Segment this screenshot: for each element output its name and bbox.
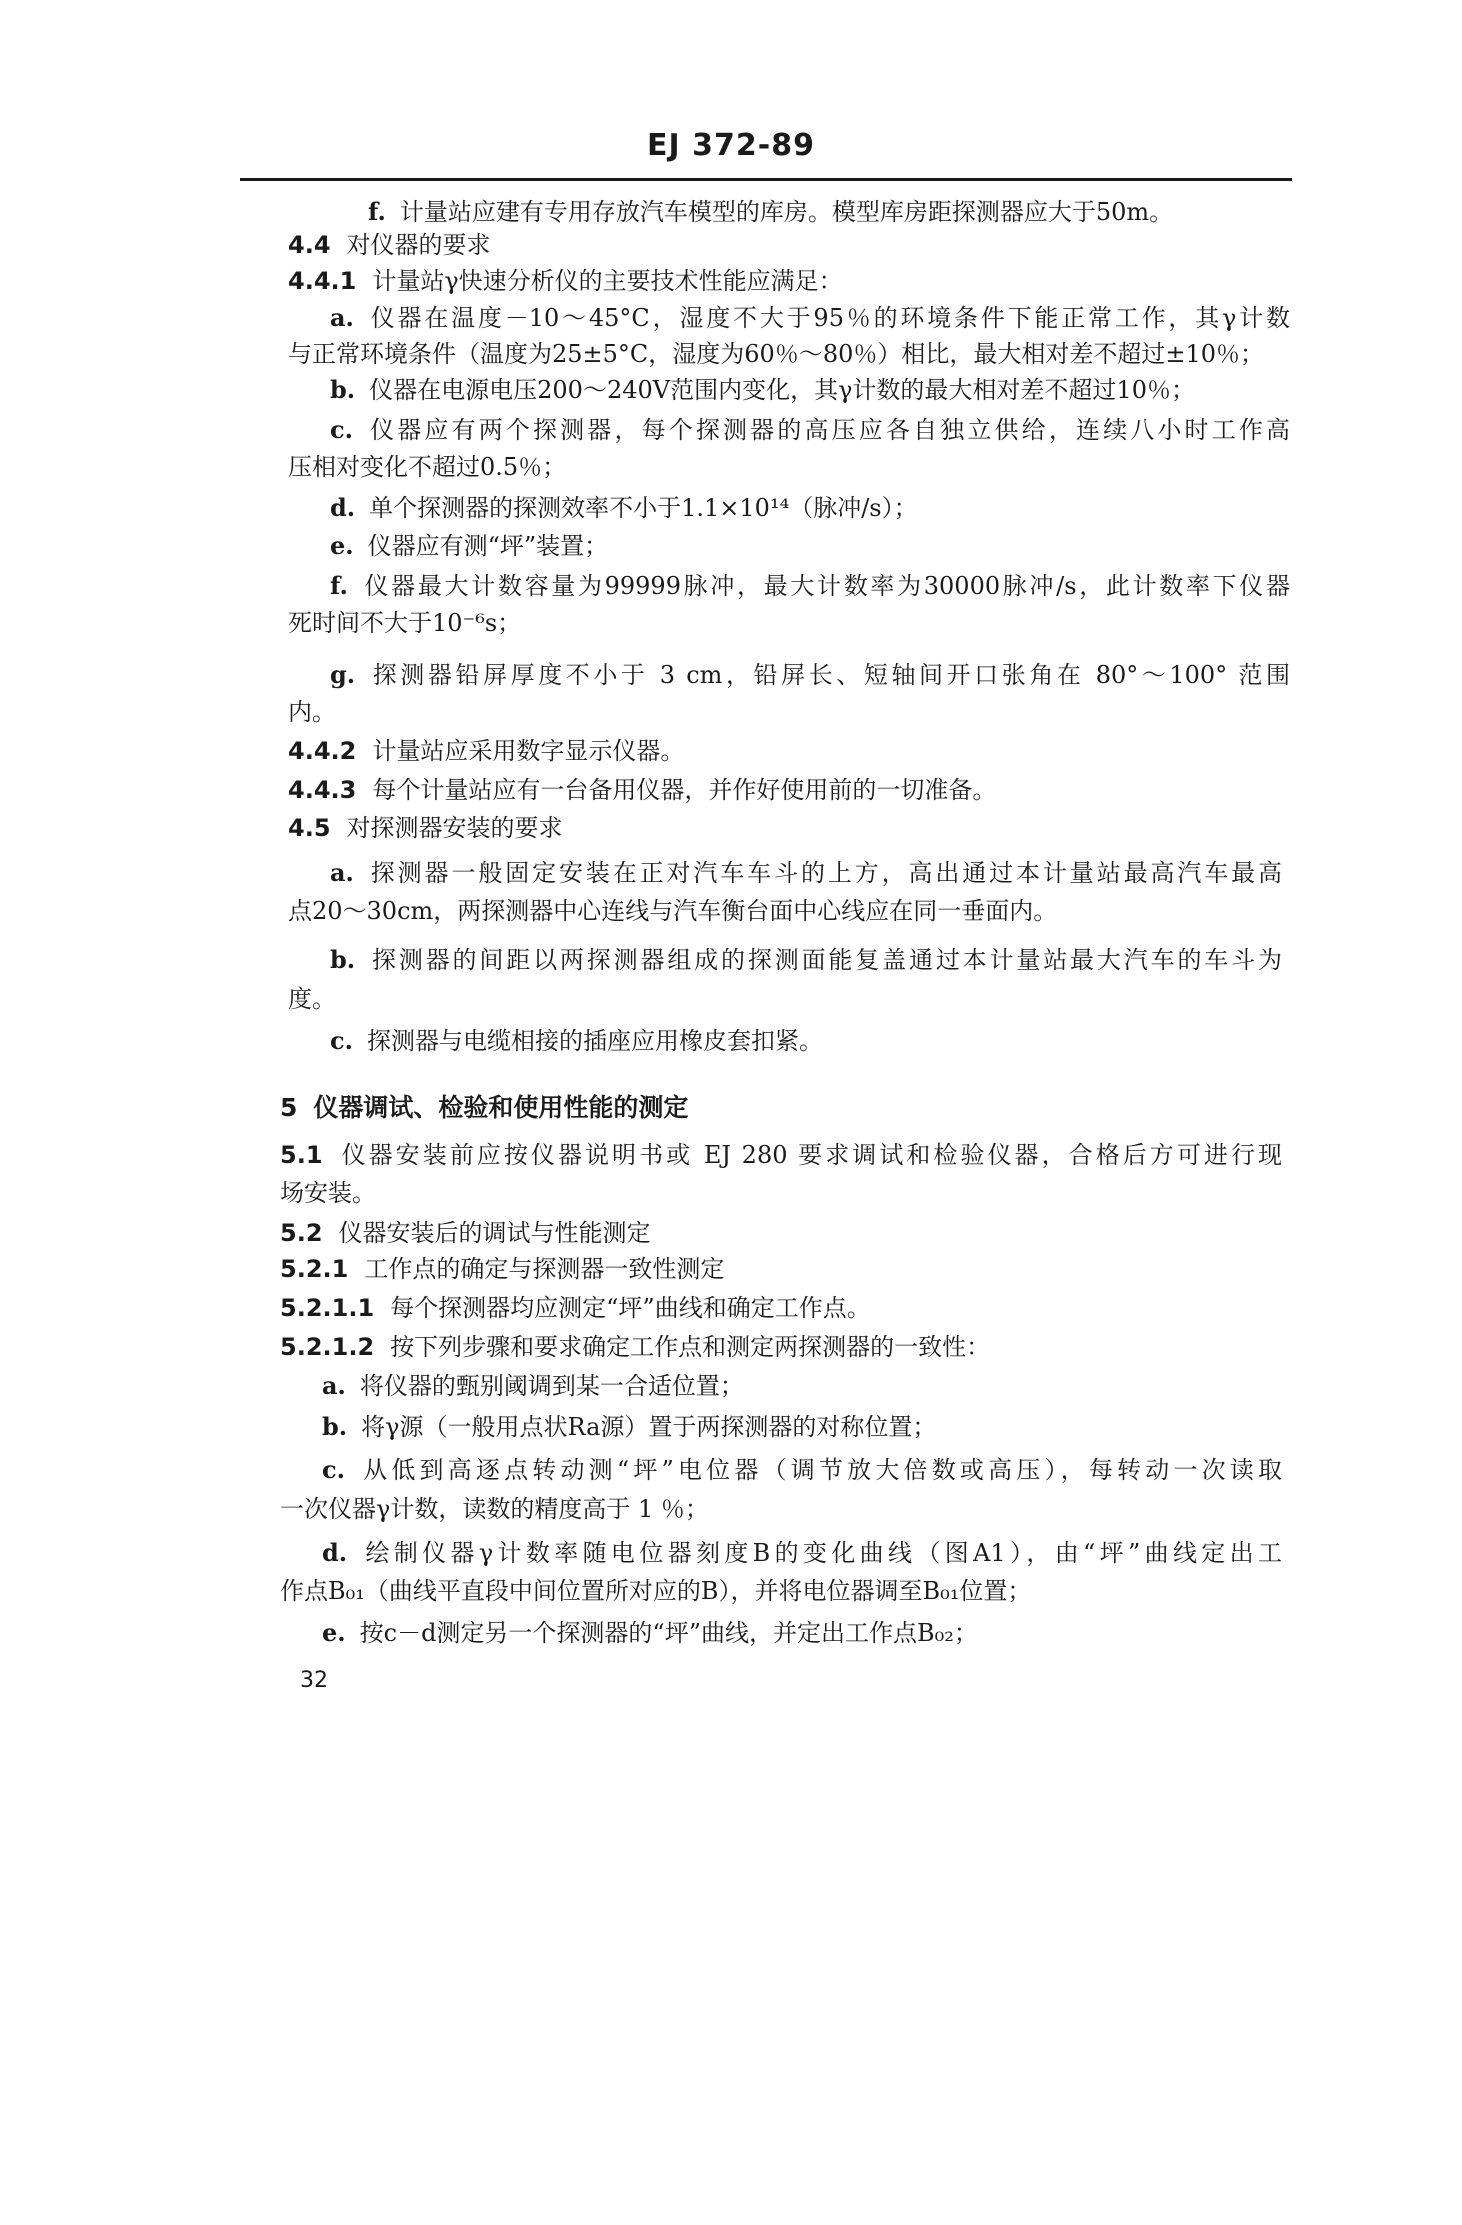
text-line-c5	[280, 1494, 709, 1524]
section-number: 5.2.1.2	[280, 1333, 375, 1361]
text-line-s5-2-1-1	[280, 1293, 871, 1323]
text-line-b4	[322, 1412, 936, 1442]
line-text: 仪器应有测“坪”装置；	[367, 532, 609, 560]
section-number: 5.1	[280, 1141, 323, 1169]
line-text: 探测器与电缆相接的插座应用橡皮套扣紧。	[366, 1027, 823, 1055]
text-line-g1	[330, 660, 1290, 690]
text-line-a1	[330, 303, 1290, 333]
line-text: 度。	[288, 985, 336, 1013]
line-text: 计量站γ快速分析仪的主要技术性能应满足：	[372, 267, 843, 295]
item-label: e.	[322, 1618, 346, 1647]
text-line-b1	[330, 375, 1195, 405]
item-label: a.	[330, 303, 354, 332]
line-text: 每个计量站应有一台备用仪器，并作好使用前的一切准备。	[372, 776, 997, 804]
line-text: 压相对变化不超过0.5％；	[288, 453, 567, 481]
line-text: 探测器的间距以两探测器组成的探测面能复盖通过本计量站最大汽车的车斗为	[369, 946, 1282, 974]
text-line-a4	[288, 896, 1057, 926]
line-text: 探测器一般固定安装在正对汽车车斗的上方，高出通过本计量站最高汽车最高	[367, 859, 1282, 887]
text-line-s5-1a	[280, 1140, 1282, 1170]
line-text: 按c－d测定另一个探测器的“坪”曲线，并定出工作点B₀₂；	[359, 1619, 978, 1647]
item-label: e.	[330, 531, 354, 560]
line-text: 绘制仪器γ计数率随电位器刻度B的变化曲线（图A1），由“坪”曲线定出工	[361, 1539, 1282, 1567]
text-line-e1	[330, 531, 608, 561]
line-text: 将仪器的甄别阈调到某一合适位置；	[359, 1372, 744, 1400]
item-label: b.	[330, 375, 356, 404]
section-number: 5	[280, 1093, 298, 1122]
line-text: 按下列步骤和要求确定工作点和测定两探测器的一致性：	[390, 1333, 991, 1361]
line-text: 单个探测器的探测效率不小于1.1×10¹⁴（脉冲/s）；	[369, 494, 918, 522]
text-line-s5-2-1	[280, 1254, 724, 1284]
line-text: 死时间不大于10⁻⁶s；	[288, 609, 522, 637]
text-line-c1	[330, 415, 1290, 445]
section-number: 5.2	[280, 1219, 323, 1247]
section-number: 4.4.2	[288, 737, 357, 765]
item-label: f.	[368, 197, 386, 226]
header-rule	[240, 178, 1292, 181]
line-text: 仪器安装前应按仪器说明书或 EJ 280 要求调试和检验仪器，合格后方可进行现	[338, 1141, 1282, 1169]
line-text: 一次仪器γ计数，读数的精度高于 1 ％；	[280, 1495, 709, 1523]
line-text: 与正常环境条件（温度为25±5°C，湿度为60％～80％）相比，最大相对差不超过±10％；	[288, 340, 1265, 368]
text-line-c4	[322, 1455, 1282, 1485]
text-line-d2	[322, 1538, 1282, 1568]
item-label: a.	[322, 1371, 346, 1400]
section-number: 5.2.1	[280, 1255, 349, 1283]
text-line-f-garage	[368, 197, 1173, 227]
text-line-b2	[330, 945, 1282, 975]
text-line-g2	[288, 697, 336, 727]
line-text: 作点B₀₁（曲线平直段中间位置所对应的B），并将电位器调至B₀₁位置；	[280, 1577, 1032, 1605]
text-line-a3	[330, 858, 1282, 888]
section-number: 4.4.3	[288, 776, 357, 804]
text-line-d3	[280, 1576, 1031, 1606]
item-label: g.	[330, 660, 356, 689]
text-line-c2	[288, 452, 566, 482]
line-text: 工作点的确定与探测器一致性测定	[364, 1255, 725, 1283]
text-line-d1	[330, 493, 918, 523]
text-line-s4-5	[288, 813, 563, 843]
section-number: 5.2.1.1	[280, 1294, 375, 1322]
item-label: c.	[330, 1026, 353, 1055]
item-label: b.	[330, 945, 356, 974]
line-text: 点20～30cm，两探测器中心连线与汽车衡台面中心线应在同一垂面内。	[288, 897, 1058, 925]
line-text: 场安装。	[280, 1179, 376, 1207]
item-label: c.	[322, 1455, 345, 1484]
line-text: 将γ源（一般用点状Ra源）置于两探测器的对称位置；	[361, 1413, 937, 1441]
text-line-a2	[288, 339, 1264, 369]
item-label: c.	[330, 415, 353, 444]
text-line-s5-1b	[280, 1178, 376, 1208]
item-label: b.	[322, 1412, 348, 1441]
text-line-s5-2-1-2	[280, 1332, 990, 1362]
line-text: 计量站应采用数字显示仪器。	[372, 737, 685, 765]
line-text: 探测器铅屏厚度不小于 3 cm，铅屏长、短轴间开口张角在 80°～100° 范围	[369, 661, 1290, 689]
text-line-s4-4-1	[288, 266, 843, 296]
line-text: 仪器安装后的调试与性能测定	[338, 1219, 651, 1247]
line-text: 每个探测器均应测定“坪”曲线和确定工作点。	[390, 1294, 871, 1322]
section-number: 4.4.1	[288, 267, 357, 295]
line-text: 仪器在电源电压200～240V范围内变化，其γ计数的最大相对差不超过10％；	[369, 376, 1195, 404]
text-line-c3	[330, 1026, 823, 1056]
standard-code-header: EJ 372-89	[647, 128, 815, 163]
text-line-e2	[322, 1618, 978, 1648]
section-number: 4.5	[288, 814, 331, 842]
item-label: f.	[330, 571, 348, 600]
text-line-f1	[330, 571, 1290, 601]
text-line-s5-2	[280, 1218, 651, 1248]
text-line-f2	[288, 608, 521, 638]
line-text: 仪器最大计数容量为99999脉冲，最大计数率为30000脉冲/s，此计数率下仪器	[361, 572, 1290, 600]
page-number: 32	[300, 1668, 328, 1693]
line-text: 对探测器安装的要求	[346, 814, 563, 842]
line-text: 计量站应建有专用存放汽车模型的库房。模型库房距探测器应大于50m。	[399, 198, 1174, 226]
line-text: 对仪器的要求	[346, 231, 491, 259]
line-text: 仪器调试、检验和使用性能的测定	[313, 1093, 689, 1122]
line-text: 仪器应有两个探测器，每个探测器的高压应各自独立供给，连续八小时工作高	[366, 416, 1290, 444]
text-line-b3	[288, 984, 336, 1014]
text-line-s4-4-3	[288, 775, 996, 805]
text-line-s4-4	[288, 230, 491, 260]
line-text: 内。	[288, 698, 336, 726]
line-text: 仪器在温度－10～45°C，湿度不大于95％的环境条件下能正常工作，其γ计数	[367, 304, 1290, 332]
text-line-a5	[322, 1371, 744, 1401]
item-label: d.	[322, 1538, 348, 1567]
section-number: 4.4	[288, 231, 331, 259]
item-label: d.	[330, 493, 356, 522]
text-line-s4-4-2	[288, 736, 684, 766]
item-label: a.	[330, 858, 354, 887]
text-line-s5	[280, 1093, 688, 1123]
line-text: 从低到高逐点转动测“坪”电位器（调节放大倍数或高压），每转动一次读取	[358, 1456, 1282, 1484]
